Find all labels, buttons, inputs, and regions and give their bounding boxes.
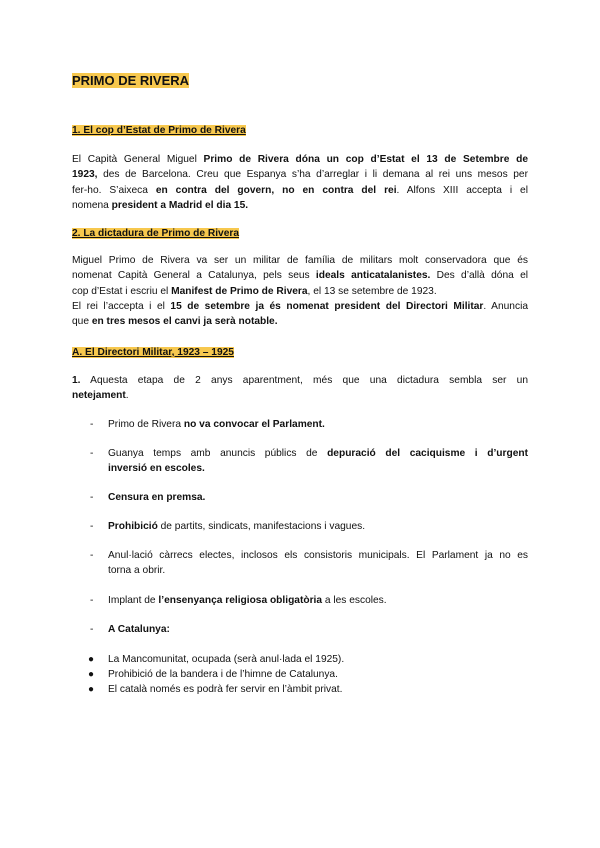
bullet-dash: - [90,448,94,459]
page-title: PRIMO DE RIVERA [72,73,190,88]
bullet-dot-icon: ● [88,684,95,695]
bullet-item [108,548,528,579]
section-1-paragraph [72,152,528,213]
bullet-item: Implant de l’ensenyança religiosa obligatòria a les escoles. [108,595,387,606]
text-line: Miguel Primo de Rivera va ser un militar de família de militars molt conservadora que és [72,255,528,266]
text-line: El rei l’accepta i el 15 de setembre ja és nomenat president del Directori Militar. Anuncia [72,300,528,312]
bullet-dash: - [90,550,94,561]
bullet-item: Prohibició de partits, sindicats, manifestacions i vagues. [108,521,366,532]
bullet-dash: - [90,521,94,532]
list-item: La Mancomunitat, ocupada (serà anul·lada el 1925). [108,654,345,665]
bullet-dash: - [90,624,94,635]
bullet-dot-icon: ● [88,669,95,680]
text-line: 1923, des de Barcelona. Creu que Espanya s’ha d’arreglar i li demana al rei uns mesos per [72,169,528,181]
bullet-dash: - [90,595,94,606]
text-line: nomenat Capità General a Catalunya, pels seus ideals anticatalanistes. Des d’allà dóna el [72,270,528,282]
bullet-item: Primo de Rivera no va convocar el Parlament. [108,419,325,430]
section-a-intro [72,373,528,404]
section-2-heading: 2. La dictadura de Primo de Rivera [72,228,240,239]
text-line: cop d’Estat i escriu el Manifest de Primo de Rivera, el 13 se setembre de 1923. [72,285,437,297]
text-line: Anul·lació càrrecs electes, inclosos els consistoris municipals. El Parlament ja no es [108,550,528,561]
text-line: que en tres mesos el canvi ja serà notable. [72,316,278,328]
text-line: fer-ho. S’aixeca en contra del govern, no en contra del rei. Alfons XIII accepta i el [72,184,528,196]
text-line: netejament. [72,390,129,402]
section-1-heading: 1. El cop d’Estat de Primo de Rivera [72,125,246,136]
list-item: Prohibició de la bandera i de l’himne de Catalunya. [108,669,338,680]
text-line: 1. Aquesta etapa de 2 anys aparentment, més que una dictadura sembla ser un [72,375,528,386]
text-line: inversió en escoles. [108,463,205,475]
text-line: nomena president a Madrid el dia 15. [72,199,249,211]
text-line: El Capità General Miguel Primo de Rivera dóna un cop d’Estat el 13 de Setembre de [72,154,528,165]
bullet-item: Censura en premsa. [108,492,206,503]
section-2-paragraph [72,253,528,329]
bullet-dash: - [90,492,94,503]
text-line: torna a obrir. [108,565,166,577]
text-line: Guanya temps amb anuncis públics de depuració del caciquisme i d’urgent [108,448,528,459]
list-item: El català només es podrà fer servir en l’àmbit privat. [108,684,343,695]
bullet-dash: - [90,419,94,430]
section-a-heading: A. El Directori Militar, 1923 – 1925 [72,347,234,358]
bullet-dot-icon: ● [88,654,95,665]
bullet-item [108,446,528,477]
bullet-item: A Catalunya: [108,624,170,635]
